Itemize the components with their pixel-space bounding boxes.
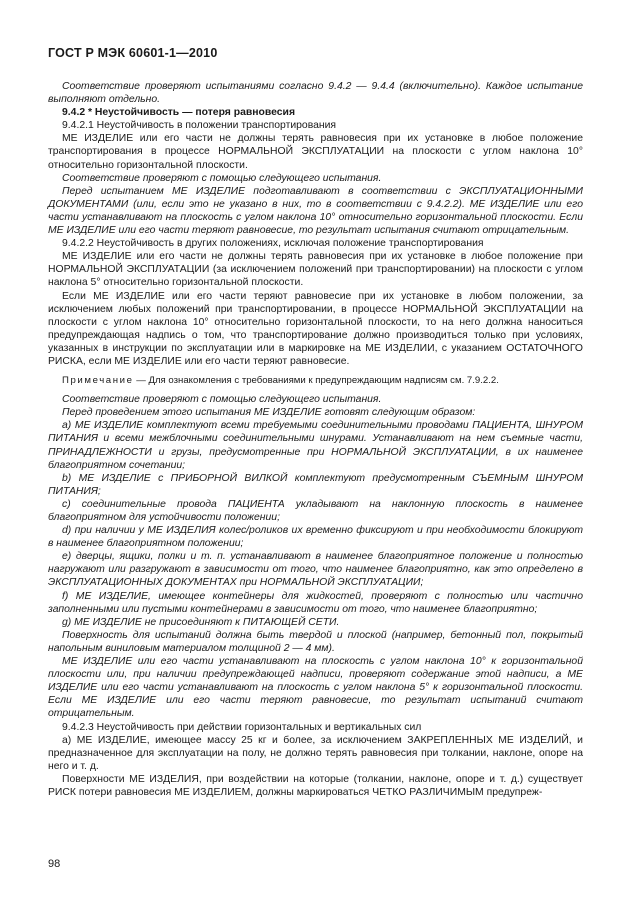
list-item-a: a) МЕ ИЗДЕЛИЕ комплектуют всеми требуемыми соединительными проводами ПАЦИЕНТА, ШНУРОМ ПИТАНИЯ и всеми межблочными соединительными шнурами. Устанавливают на нем съемные части, ПРИНАДЛЕЖНОСТИ и грузы, предусмотренные при НОРМАЛЬНОЙ ЭКСПЛУАТАЦИИ, в их наименее благоприятном сочетании; [48,420,583,471]
paragraph-surface-marking: Поверхности МЕ ИЗДЕЛИЯ, при воздействии на которые (толкании, наклоне, опоре и т. д.) существует РИСК потери равновесия МЕ ИЗДЕЛИЕМ, должны маркироваться ЧЕТКО РАЗЛИЧИМЫМ предупреж- [48,773,583,798]
note-label: Примечание [62,375,134,387]
list-item-e: e) дверцы, ящики, полки и т. п. устанавливают в наименее благоприятное положение и полностью нагружают или разгружают в зависимости от того, что наименее благоприятно, как это определено в ЭКСПЛУАТАЦИОННЫХ ДОКУМЕНТАХ при НОРМАЛЬНОЙ ЭКСПЛУАТАЦИИ; [48,551,583,589]
subsection-heading-9-4-2-2: 9.4.2.2 Неустойчивость в других положениях, исключая положение транспортирования [62,238,484,250]
note-text: — Для ознакомления с требованиями к предупреждающим надписям см. 7.9.2.2. [136,375,499,387]
list-item-g: g) МЕ ИЗДЕЛИЕ не присоединяют к ПИТАЮЩЕЙ СЕТИ. [62,616,340,628]
paragraph-mass-requirement: a) МЕ ИЗДЕЛИЕ, имеющее массу 25 кг и более, за исключением ЗАКРЕПЛЕННЫХ МЕ ИЗДЕЛИЙ, и предназначенное для эксплуатации на полу, не должно терять равновесия при толкании, наклоне, опоре на него и т. д. [48,734,583,772]
standard-header: ГОСТ Р МЭК 60601-1—2010 [48,46,218,60]
list-item-d: d) при наличии у МЕ ИЗДЕЛИЯ колес/роликов их временно фиксируют и при необходимости блокируют в наименее благоприятном положении; [48,525,583,550]
list-item-c: c) соединительные провода ПАЦИЕНТА укладывают на наклонную плоскость в наименее благоприятном для устойчивости положении; [48,498,583,523]
paragraph-test-preparation: Перед проведением этого испытания МЕ ИЗДЕЛИЕ готовят следующим образом: [62,407,476,419]
paragraph-test-surface: Поверхность для испытаний должна быть твердой и плоской (например, бетонный пол, покрытый напольным виниловым материалом толщиной 2 — 4 мм). [48,629,583,654]
subsection-heading-9-4-2-3: 9.4.2.3 Неустойчивость при действии горизонтальных и вертикальных сил [62,721,422,733]
paragraph-compliance-intro: Соответствие проверяют испытаниями согласно 9.4.2 — 9.4.4 (включительно). Каждое испытание выполняют отдельно. [48,81,583,106]
section-heading-9-4-2: 9.4.2 * Неустойчивость — потеря равновесия [62,107,296,119]
list-item-f: f) МЕ ИЗДЕЛИЕ, имеющее контейнеры для жидкостей, проверяют с полностью или частично заполненными или пустыми контейнерами в зависимости от того, что наименее благоприятно; [48,590,583,615]
list-item-b: b) МЕ ИЗДЕЛИЕ с ПРИБОРНОЙ ВИЛКОЙ комплектуют предусмотренным СЪЕМНЫМ ШНУРОМ ПИТАНИЯ; [48,472,583,497]
paragraph-transport-test: Перед испытанием МЕ ИЗДЕЛИЕ подготавливают в соответствии с ЭКСПЛУАТАЦИОННЫМИ ДОКУМЕНТАМИ (или, если это не указано в них, то в соответствии с 9.4.2.2). МЕ ИЗДЕЛИЕ или его части устанавливают на плоскость с углом наклона 10° относительно горизонтальной плоскости. Если МЕ ИЗДЕЛИЕ или его части теряют равновесие, то результат испытания считают отрицательным. [48,185,583,237]
page-number: 98 [48,858,61,870]
paragraph-other-positions-requirement: МЕ ИЗДЕЛИЕ или его части не должны терять равновесия при их установке в любое положение при НОРМАЛЬНОЙ ЭКСПЛУАТАЦИИ (за исключением положений при транспортировании) на плоскости с углом наклона 5° относительно горизонтальной плоскости. [48,251,583,289]
paragraph-compliance-test: Соответствие проверяют с помощью следующего испытания. [62,172,382,184]
paragraph-warning-label-requirement: Если МЕ ИЗДЕЛИЕ или его части теряют равновесие при их установке в любом положении, за исключением любых положений при транспортировании, в процессе НОРМАЛЬНОЙ ЭКСПЛУАТАЦИИ на плоскости с углом наклона 10° относительно горизонтальной плоскости, то на него должна наноситься предупреждающая надпись о том, что транспортирование должно производиться только при условиях, указанных в инструкции по эксплуатации или в маркировке на МЕ ИЗДЕЛИИ, с указанием ОСТАТОЧНОГО РИСКА, если МЕ ИЗДЕЛИЕ или его части теряют равновесие. [48,290,583,367]
paragraph-transport-requirement: МЕ ИЗДЕЛИЕ или его части не должны терять равновесия при их установке в любое положение транспортирования в процессе НОРМАЛЬНОЙ ЭКСПЛУАТАЦИИ на плоскости с углом наклона 10° относительно горизонтальной плоскости. [48,133,583,171]
paragraph-incline-test: МЕ ИЗДЕЛИЕ или его части устанавливают на плоскость с углом наклона 10° к горизонтальной плоскости или, при наличии предупреждающей надписи, проверяют содержание этой надписи, а МЕ ИЗДЕЛИЕ или его части устанавливают на плоскость с углом наклона 5° к горизонтальной плоскости. Если МЕ ИЗДЕЛИЕ или его части теряют равновесие, то результат испытаний считают отрицательным. [48,656,583,720]
note [48,374,583,387]
page-body [48,80,583,799]
paragraph-compliance-test-2: Соответствие проверяют с помощью следующего испытания. [62,394,382,406]
subsection-heading-9-4-2-1: 9.4.2.1 Неустойчивость в положении транспортирования [62,120,337,132]
